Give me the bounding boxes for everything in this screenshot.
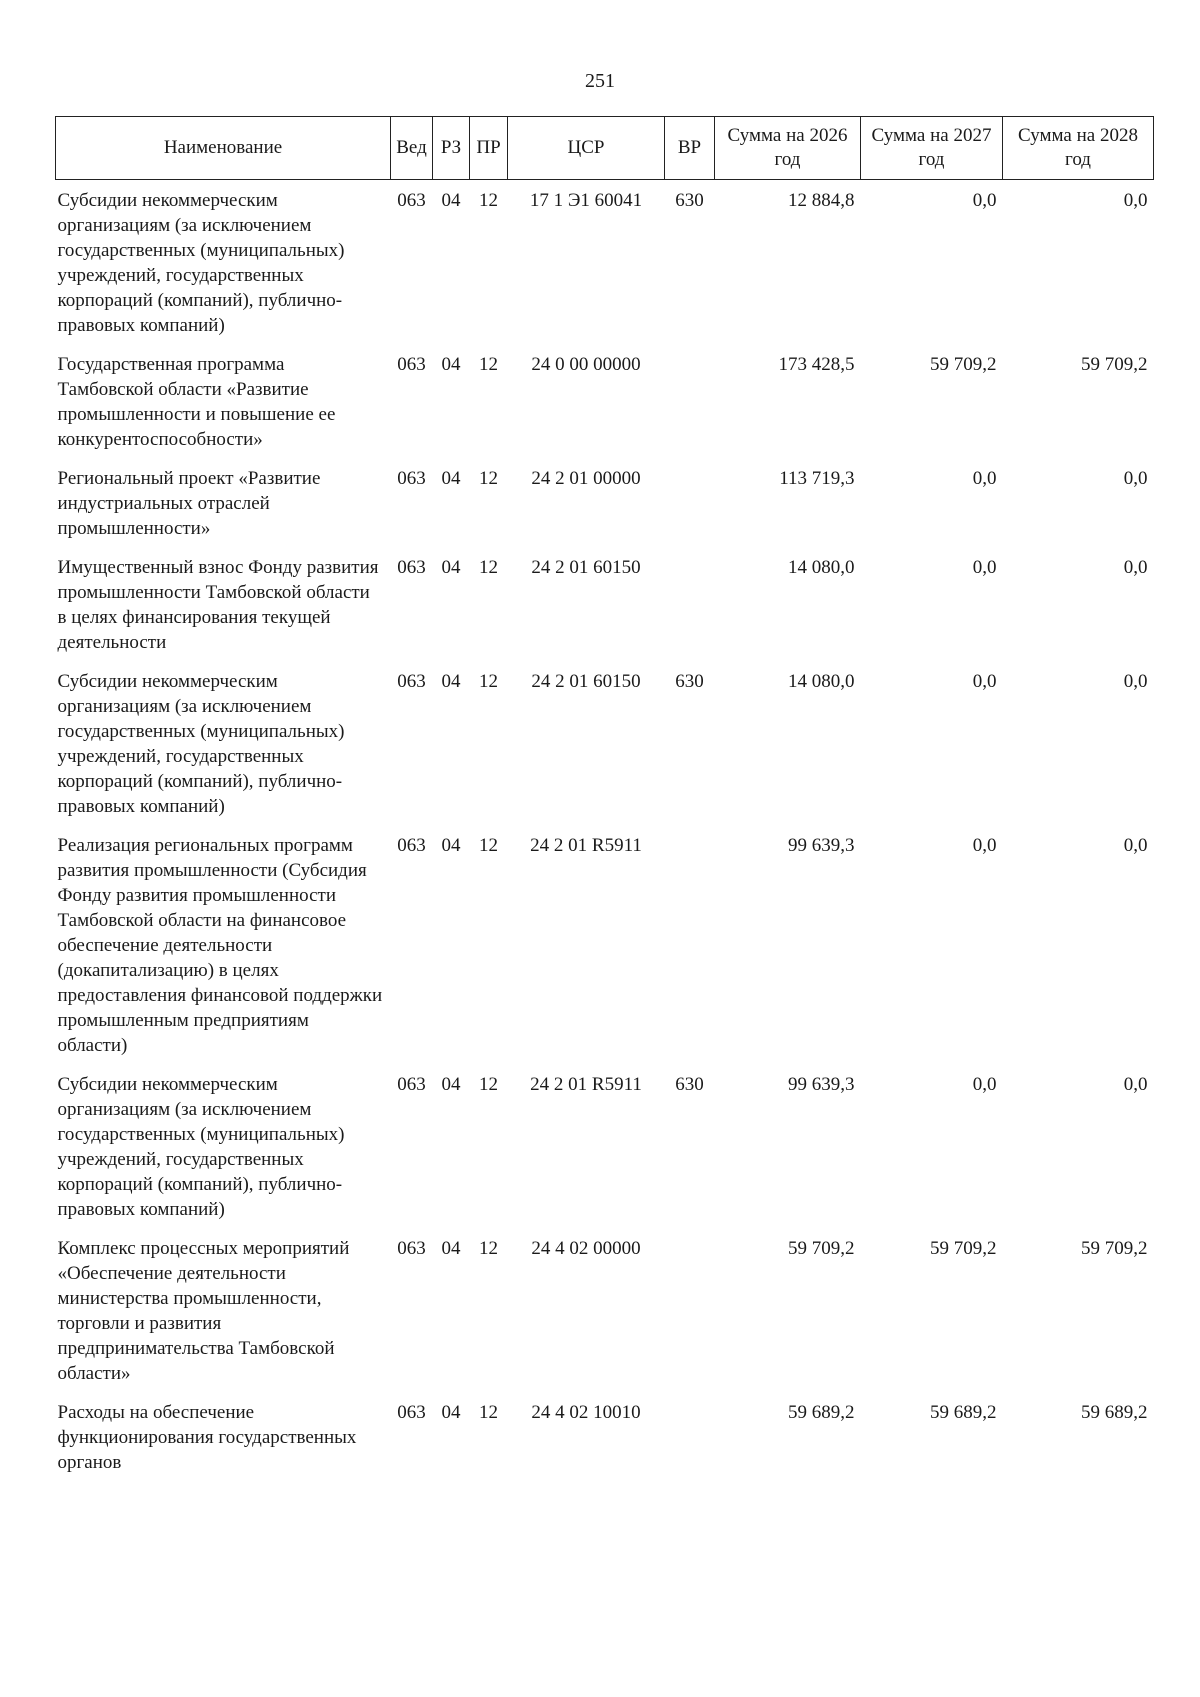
cell-sum-2028: 0,0: [1123, 468, 1148, 489]
cell-pr: 12: [479, 1238, 498, 1259]
header-ved: Вед: [391, 117, 433, 180]
table-row: [56, 825, 1154, 1064]
cell-pr: 12: [479, 835, 498, 856]
budget-table: [55, 116, 1154, 1481]
cell-name: Имущественный взнос Фонду развития промышленности Тамбовской области в целях финансирования текущей деятельности: [57, 557, 379, 653]
cell-pr: 12: [479, 354, 498, 375]
cell-vr: [665, 825, 715, 1064]
cell-sum-2027: 59 689,2: [930, 1402, 997, 1423]
header-sum-2026: Сумма на 2026 год: [715, 117, 861, 180]
cell-rz: 04: [441, 671, 461, 692]
cell-sum-2027: 0,0: [972, 671, 997, 692]
cell-ved: 063: [397, 1238, 426, 1259]
cell-rz: 04: [441, 1402, 461, 1423]
cell-sum-2028: 0,0: [1123, 835, 1148, 856]
cell-sum-2027: 0,0: [972, 190, 997, 211]
cell-ved: 063: [397, 354, 426, 375]
cell-vr: [665, 344, 715, 458]
cell-ved: 063: [397, 1074, 426, 1095]
cell-csr: 17 1 Э1 60041: [529, 190, 643, 211]
cell-rz: 04: [441, 835, 461, 856]
cell-sum-2027: 0,0: [972, 1074, 997, 1095]
header-name: Наименование: [56, 117, 391, 180]
cell-sum-2026: 59 709,2: [788, 1238, 855, 1259]
header-pr: ПР: [470, 117, 508, 180]
cell-sum-2026: 14 080,0: [788, 557, 855, 578]
cell-vr: [665, 1392, 715, 1481]
cell-sum-2027: 59 709,2: [930, 1238, 997, 1259]
cell-vr: 630: [675, 1074, 704, 1095]
cell-ved: 063: [397, 671, 426, 692]
cell-ved: 063: [397, 190, 426, 211]
cell-ved: 063: [397, 1402, 426, 1423]
cell-sum-2028: 59 689,2: [1081, 1402, 1148, 1423]
cell-vr: [665, 547, 715, 661]
cell-csr: 24 2 01 60150: [531, 671, 641, 692]
cell-sum-2028: 59 709,2: [1081, 1238, 1148, 1259]
cell-sum-2026: 113 719,3: [779, 468, 855, 489]
cell-name: Комплекс процессных мероприятий «Обеспечение деятельности министерства промышленности, торговли и развития предпринимательства Тамбовской области»: [57, 1238, 350, 1384]
cell-ved: 063: [397, 468, 426, 489]
cell-sum-2026: 99 639,3: [788, 835, 855, 856]
cell-rz: 04: [441, 354, 461, 375]
cell-pr: 12: [479, 557, 498, 578]
cell-sum-2027: 59 709,2: [930, 354, 997, 375]
cell-sum-2026: 12 884,8: [788, 190, 855, 211]
table-row: [56, 344, 1154, 458]
cell-sum-2026: 14 080,0: [788, 671, 855, 692]
cell-sum-2028: 0,0: [1123, 671, 1148, 692]
cell-rz: 04: [441, 1074, 461, 1095]
cell-sum-2027: 0,0: [972, 835, 997, 856]
cell-csr: 24 2 01 00000: [531, 468, 641, 489]
cell-sum-2028: 59 709,2: [1081, 354, 1148, 375]
table-row: [56, 547, 1154, 661]
table-row: [56, 1392, 1154, 1481]
cell-sum-2027: 0,0: [972, 468, 997, 489]
cell-pr: 12: [479, 468, 498, 489]
cell-sum-2026: 99 639,3: [788, 1074, 855, 1095]
header-sum-2028: Сумма на 2028 год: [1003, 117, 1154, 180]
page-number: 251: [585, 70, 615, 92]
cell-name: Субсидии некоммерческим организациям (за исключением государственных (муниципальных) учреждений, государственных корпораций (компаний), публично-правовых компаний): [57, 190, 345, 336]
cell-rz: 04: [441, 557, 461, 578]
cell-pr: 12: [479, 1074, 498, 1095]
cell-vr: 630: [675, 671, 704, 692]
cell-rz: 04: [441, 1238, 461, 1259]
header-vr: ВР: [665, 117, 715, 180]
cell-vr: [665, 1228, 715, 1392]
header-rz: РЗ: [433, 117, 470, 180]
cell-csr: 24 0 00 00000: [531, 354, 641, 375]
cell-name: Субсидии некоммерческим организациям (за исключением государственных (муниципальных) учреждений, государственных корпораций (компаний), публично-правовых компаний): [57, 1074, 345, 1220]
cell-csr: 24 2 01 R5911: [530, 1074, 642, 1095]
table-row: [56, 1228, 1154, 1392]
cell-csr: 24 4 02 00000: [531, 1238, 641, 1259]
table-row: [56, 1064, 1154, 1228]
cell-name: Государственная программа Тамбовской области «Развитие промышленности и повышение ее конкурентоспособности»: [57, 354, 336, 450]
cell-sum-2028: 0,0: [1123, 190, 1148, 211]
cell-sum-2028: 0,0: [1123, 1074, 1148, 1095]
cell-csr: 24 2 01 R5911: [530, 835, 642, 856]
cell-name: Региональный проект «Развитие индустриальных отраслей промышленности»: [57, 468, 321, 539]
cell-vr: [665, 458, 715, 547]
table-body: [56, 180, 1154, 1482]
cell-pr: 12: [479, 671, 498, 692]
cell-sum-2026: 173 428,5: [778, 354, 855, 375]
cell-pr: 12: [479, 1402, 498, 1423]
table-row: [56, 661, 1154, 825]
table-row: [56, 458, 1154, 547]
cell-rz: 04: [441, 190, 461, 211]
cell-name: Реализация региональных программ развития промышленности (Субсидия Фонду развития промышленности Тамбовской области на финансовое обеспечение деятельности (докапитализацию) в целях предоставления финансовой поддержки промышленным предприятиям области): [57, 835, 383, 1056]
header-sum-2027: Сумма на 2027 год: [861, 117, 1003, 180]
cell-sum-2027: 0,0: [972, 557, 997, 578]
cell-csr: 24 2 01 60150: [531, 557, 641, 578]
cell-sum-2028: 0,0: [1123, 557, 1148, 578]
cell-rz: 04: [441, 468, 461, 489]
cell-csr: 24 4 02 10010: [531, 1402, 641, 1423]
cell-name: Расходы на обеспечение функционирования государственных органов: [57, 1402, 357, 1473]
cell-vr: 630: [675, 190, 704, 211]
cell-ved: 063: [397, 835, 426, 856]
table-header: [56, 117, 1154, 180]
cell-name: Субсидии некоммерческим организациям (за исключением государственных (муниципальных) учреждений, государственных корпораций (компаний), публично-правовых компаний): [57, 671, 345, 817]
cell-pr: 12: [479, 190, 498, 211]
table-row: [56, 180, 1154, 345]
cell-sum-2026: 59 689,2: [788, 1402, 855, 1423]
cell-ved: 063: [397, 557, 426, 578]
header-csr: ЦСР: [508, 117, 665, 180]
